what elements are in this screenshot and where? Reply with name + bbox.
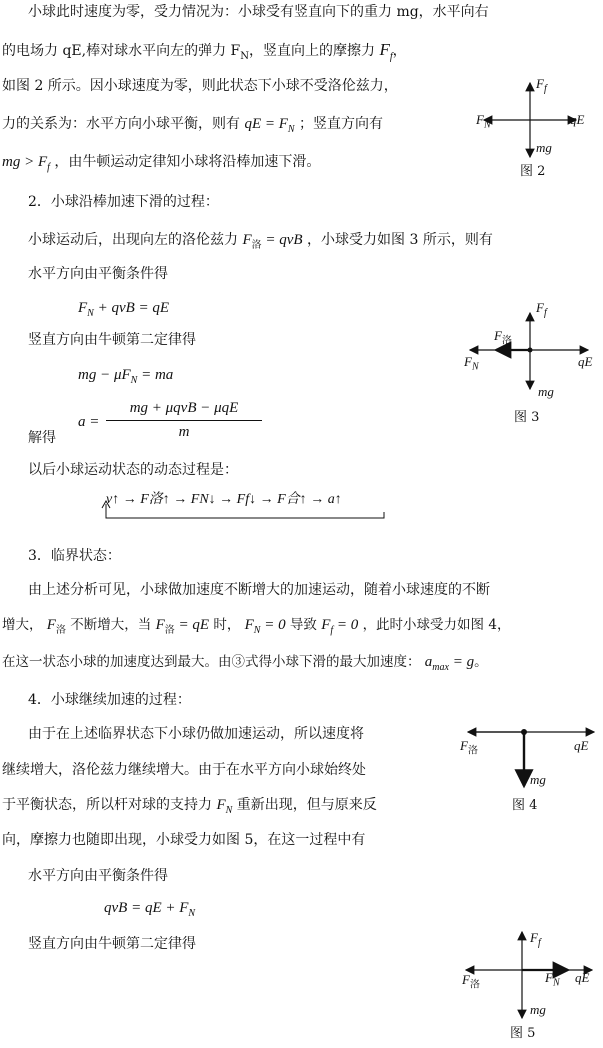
text-line: 由上述分析可见，小球做加速度不断增大的加速运动，随着小球速度的不断 <box>28 582 490 598</box>
equation-lhs: a = <box>78 414 100 430</box>
text-line: 增大， $F_洛$ 不断增大，当 $F_洛$ = qE 时， $F_N = 0$ 导致 $F_f = 0$ ，此时小球受力如图 4， <box>2 617 511 636</box>
text-line: 继续增大，洛伦兹力继续增大。由于在水平方向小球始终处 <box>2 762 366 778</box>
dynamic-chain: v↑ → F洛↑ → FN↓ → Ff↓ → F合↑ → a↑ <box>106 492 342 507</box>
fig3-label-right: qE <box>578 354 593 369</box>
text-line: 竖直方向由牛顿第二定律得 <box>28 936 196 952</box>
text-line: 由于在上述临界状态下小球仍做加速运动，所以速度将 <box>28 726 364 742</box>
fig2-label-right: qE <box>570 112 585 127</box>
fig3-label-down: mg <box>538 384 554 399</box>
text-line: 竖直方向由牛顿第二定律得 <box>28 332 196 348</box>
text-line: 于平衡状态，所以杆对球的支持力 $F_N$ 重新出现，但与原来反 <box>2 797 377 816</box>
text-line: 解得 <box>28 430 56 446</box>
equation: mg − $\mu F_N$ = ma <box>78 367 174 386</box>
fig2-caption: 图 2 <box>520 164 546 179</box>
fig2-label-down: mg <box>536 140 552 155</box>
equation: $F_N$ + qvB = qE <box>78 300 170 319</box>
text-line: 以后小球运动状态的动态过程是： <box>28 462 238 478</box>
section-heading: 2．小球沿棒加速下滑的过程： <box>28 194 219 210</box>
chain-feedback-arrow <box>100 500 400 524</box>
fig3-label-up: $F_f$ <box>536 300 547 319</box>
text-line: 向，摩擦力也随即出现，小球受力如图 5，在这一过程中有 <box>2 832 366 848</box>
fraction-denominator: m <box>178 424 190 440</box>
text-line: 力的关系为：水平方向小球平衡，则有 qE = $F_N$ ；竖直方向有 <box>2 116 384 135</box>
fig3-caption: 图 3 <box>514 410 540 425</box>
fig5-label-left: $F_洛$ <box>462 972 480 991</box>
fig5-label-mid: $F_N$ <box>545 970 560 989</box>
fig4-label-right: qE <box>574 738 589 753</box>
equation: qvB = qE + $F_N$ <box>104 900 196 919</box>
fig4-label-left: $F_洛$ <box>460 738 478 757</box>
fraction-bar <box>106 420 262 421</box>
fig2-label-up: $F_f$ <box>536 76 547 95</box>
fig3-label-left: $F_N$ <box>464 354 479 373</box>
fig2-label-left: $F_N$ <box>476 112 491 131</box>
section-heading: 4．小球继续加速的过程： <box>28 692 191 708</box>
fig5-label-right: qE <box>575 970 590 985</box>
fig5-label-up: $F_f$ <box>530 930 541 949</box>
text-line: 的电场力 qE,棒对球水平向左的弹力 $F_N$，竖直向上的摩擦力 $F_f$， <box>2 40 407 63</box>
fig3-label-leftup: $F_洛$ <box>494 328 512 347</box>
fig5-caption: 图 5 <box>510 1026 536 1041</box>
text-line: 水平方向由平衡条件得 <box>28 266 168 282</box>
fraction-numerator: mg + μqvB − μqE <box>129 400 239 416</box>
fig4-label-down: mg <box>530 772 546 787</box>
text-line: 小球此时速度为零，受力情况为：小球受有竖直向下的重力 mg，水平向右 <box>28 4 489 20</box>
fig5-label-down: mg <box>530 1002 546 1017</box>
force-diagram-fig3 <box>462 305 602 395</box>
text-line: mg > $F_f$ ，由牛顿运动定律知小球将沿棒加速下滑。 <box>2 154 321 173</box>
text-line: 小球运动后，出现向左的洛伦兹力 $F_洛$ = qvB ，小球受力如图 3 所示，则有 <box>28 232 493 251</box>
text-line: 在这一状态小球的加速度达到最大。由③式得小球下滑的最大加速度： $a_{max} = g$。 <box>2 654 488 673</box>
text-line: 水平方向由平衡条件得 <box>28 868 168 884</box>
fig4-caption: 图 4 <box>512 798 538 813</box>
text-line: 如图 2 所示。因小球速度为零，则此状态下小球不受洛伦兹力， <box>2 78 398 94</box>
section-heading: 3．临界状态： <box>28 548 121 564</box>
